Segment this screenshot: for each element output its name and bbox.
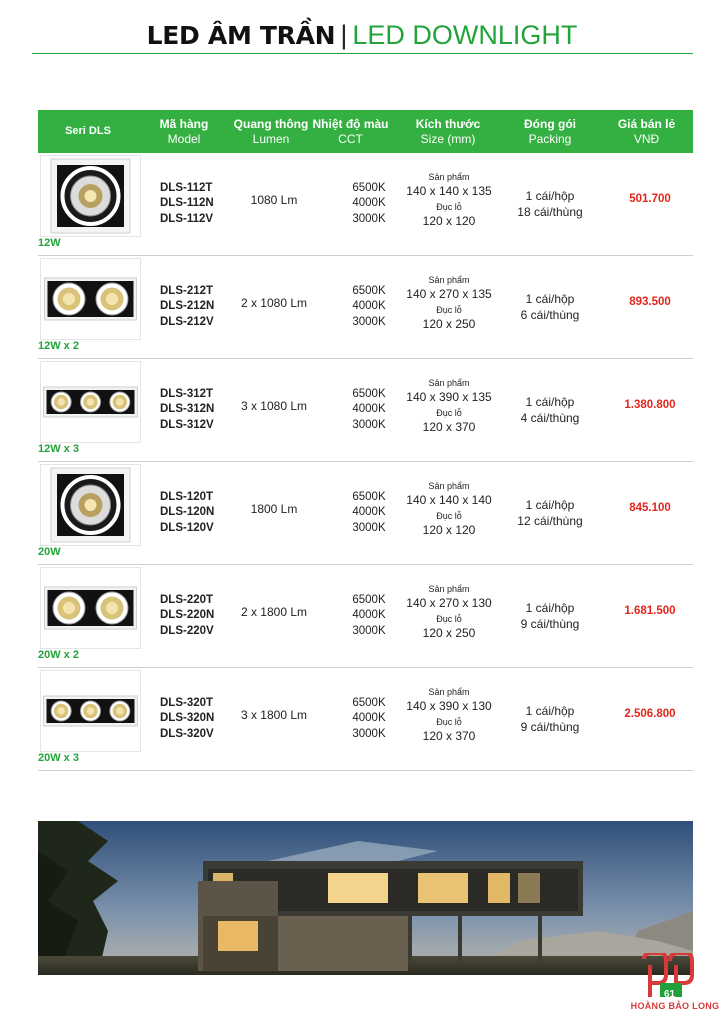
retail-price: 845.100 [629, 502, 671, 514]
model-codes: DLS-112T DLS-112N DLS-112V [160, 181, 214, 225]
lumen-value: 3 x 1800 Lm [240, 708, 308, 722]
cct-values: 6500K 4000K 3000K [352, 696, 386, 740]
retail-price: 1.681.500 [624, 605, 676, 617]
wattage-label: 20W x 2 [38, 649, 79, 661]
wattage-label: 12W x 2 [38, 340, 79, 352]
wattage-label: 12W x 3 [38, 443, 79, 455]
page-number: 61 [664, 989, 676, 1000]
table-header [38, 110, 693, 153]
title-separator: | [340, 20, 348, 50]
packing-info: 1 cái/hộp 12 cái/thùng [517, 498, 583, 528]
table-row [38, 462, 693, 565]
product-image [40, 464, 141, 546]
product-image [40, 670, 141, 752]
packing-info: 1 cái/hộp 18 cái/thùng [517, 189, 583, 219]
cct-values: 6500K 4000K 3000K [352, 593, 386, 637]
product-image [40, 567, 141, 649]
lumen-value: 1080 Lm [250, 193, 298, 207]
wattage-label: 12W [38, 237, 61, 249]
retail-price: 893.500 [629, 296, 671, 308]
model-codes: DLS-320T DLS-320N DLS-320V [160, 696, 215, 740]
packing-info: 1 cái/hộp 4 cái/thùng [520, 395, 580, 425]
col-header-lumen: Quang thông Lumen [233, 116, 309, 146]
model-codes: DLS-312T DLS-312N DLS-312V [160, 387, 215, 431]
retail-price: 501.700 [629, 193, 671, 205]
lumen-value: 2 x 1800 Lm [240, 605, 308, 619]
brand-logo [630, 953, 720, 1015]
title-vietnamese: LED ÂM TRẦN [146, 21, 336, 50]
packing-info: 1 cái/hộp 9 cái/thùng [520, 601, 580, 631]
table-row [38, 153, 693, 256]
size-values: Sản phẩm 140 x 270 x 130 Đục lỗ 120 x 250 [406, 584, 492, 640]
product-image [40, 155, 141, 237]
product-image [40, 361, 141, 443]
col-header-packing: Đóng gói Packing [524, 116, 576, 146]
col-header-cct: Nhiệt độ màu CCT [312, 116, 389, 146]
model-codes: DLS-212T DLS-212N DLS-212V [160, 284, 215, 328]
lumen-value: 1800 Lm [250, 502, 298, 516]
title-underline [32, 53, 693, 54]
packing-info: 1 cái/hộp 9 cái/thùng [520, 704, 580, 734]
table-row [38, 668, 693, 771]
wattage-label: 20W x 3 [38, 752, 79, 764]
cct-values: 6500K 4000K 3000K [352, 387, 386, 431]
page-title [0, 20, 724, 51]
table-row [38, 359, 693, 462]
model-codes: DLS-220T DLS-220N DLS-220V [160, 593, 215, 637]
lumen-value: 2 x 1080 Lm [240, 296, 308, 310]
product-image [40, 258, 141, 340]
retail-price: 1.380.800 [624, 399, 676, 411]
architecture-photo [38, 821, 693, 975]
cct-values: 6500K 4000K 3000K [352, 181, 386, 225]
size-values: Sản phẩm 140 x 390 x 130 Đục lỗ 120 x 370 [406, 687, 492, 743]
size-values: Sản phẩm 140 x 390 x 135 Đục lỗ 120 x 370 [406, 378, 492, 434]
cct-values: 6500K 4000K 3000K [352, 490, 386, 534]
retail-price: 2.506.800 [624, 708, 676, 720]
cct-values: 6500K 4000K 3000K [352, 284, 386, 328]
model-codes: DLS-120T DLS-120N DLS-120V [160, 490, 215, 534]
title-english: LED DOWNLIGHT [352, 20, 578, 50]
col-header-seri: Seri DLS [65, 125, 111, 137]
size-values: Sản phẩm 140 x 140 x 135 Đục lỗ 120 x 120 [406, 172, 492, 228]
size-values: Sản phẩm 140 x 140 x 140 Đục lỗ 120 x 120 [406, 481, 492, 537]
col-header-price: Giá bán lẻ VNĐ [617, 116, 676, 146]
col-header-size: Kích thước Size (mm) [415, 116, 481, 146]
table-row [38, 256, 693, 359]
wattage-label: 20W [38, 546, 61, 558]
table-row [38, 565, 693, 668]
size-values: Sản phẩm 140 x 270 x 135 Đục lỗ 120 x 250 [406, 275, 492, 331]
brand-name: HOÀNG BẢO LONG [630, 1001, 720, 1011]
lumen-value: 3 x 1080 Lm [240, 399, 308, 413]
packing-info: 1 cái/hộp 6 cái/thùng [520, 292, 580, 322]
col-header-model: Mã hàng Model [159, 116, 209, 146]
